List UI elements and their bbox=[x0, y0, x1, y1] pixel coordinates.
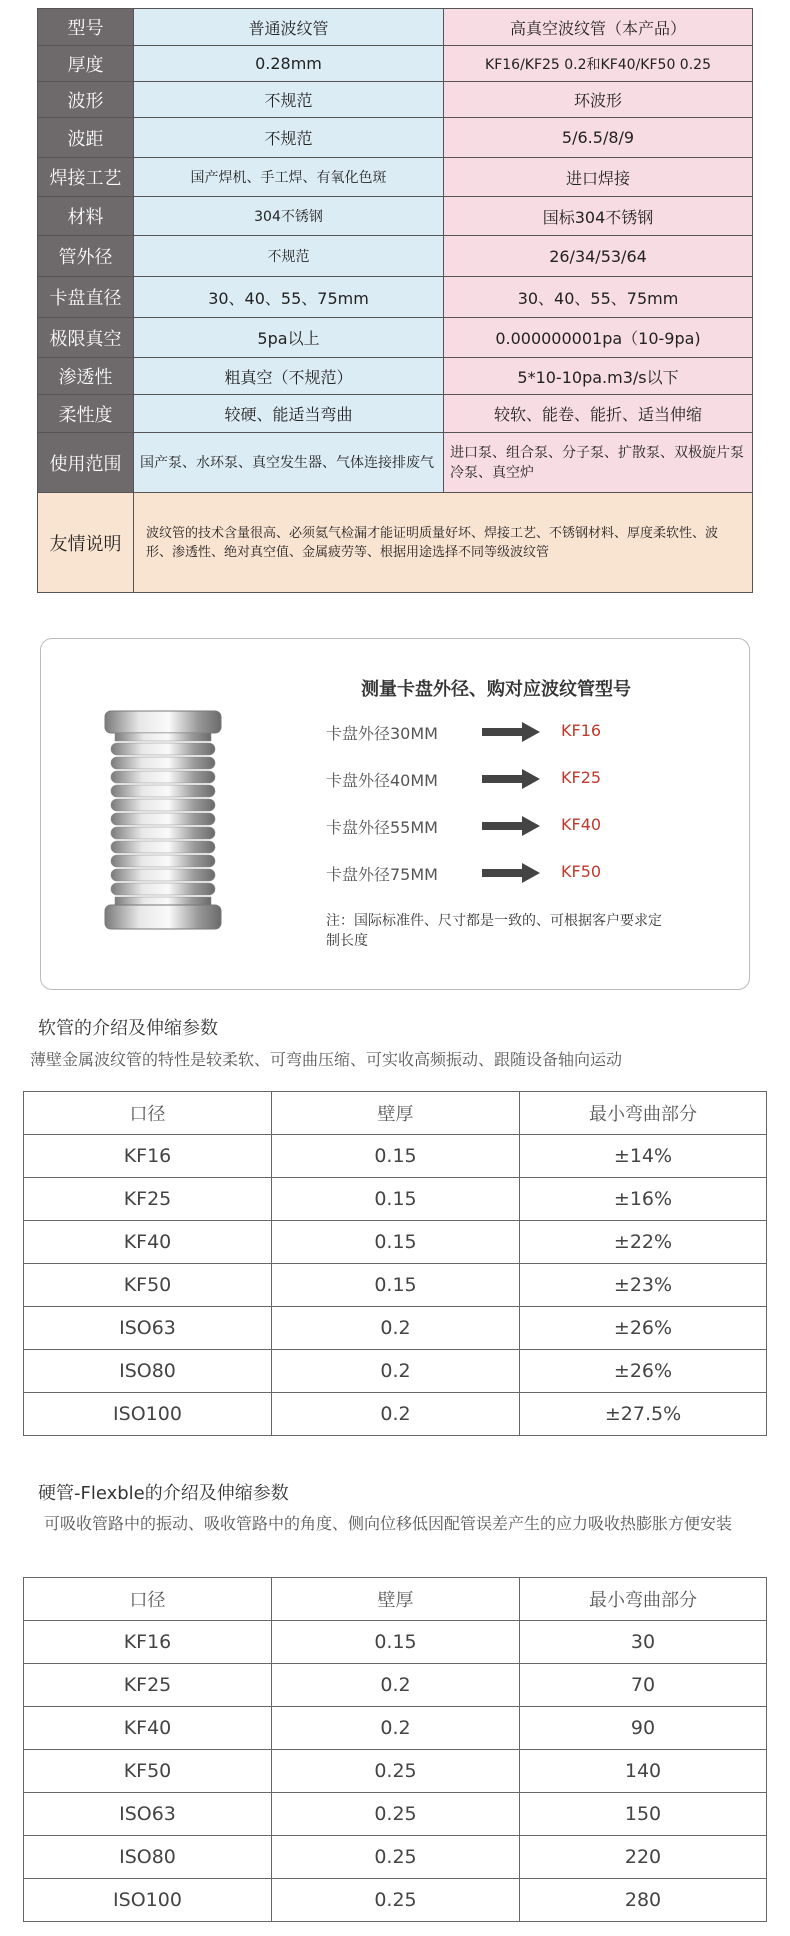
table-row bbox=[24, 1178, 767, 1221]
row-label: 型号 bbox=[38, 9, 134, 46]
card-title: 测量卡盘外径、购对应波纹管型号 bbox=[361, 679, 631, 700]
column-header-min-bend: 最小弯曲部分 bbox=[520, 1092, 767, 1135]
cell-min-bend: ±27.5% bbox=[520, 1393, 767, 1436]
flange-diameter-label: 卡盘外径30MM bbox=[326, 724, 438, 743]
column-header-thickness: 壁厚 bbox=[272, 1092, 520, 1135]
cell-min-bend: 280 bbox=[520, 1879, 767, 1922]
table-row bbox=[24, 1221, 767, 1264]
cell-diameter: KF25 bbox=[24, 1664, 272, 1707]
arrow-right-icon bbox=[482, 767, 540, 791]
cell-diameter: ISO63 bbox=[24, 1793, 272, 1836]
cell-thickness: 0.25 bbox=[272, 1879, 520, 1922]
flange-diameter-label: 卡盘外径55MM bbox=[326, 818, 438, 837]
cell-diameter: KF50 bbox=[24, 1264, 272, 1307]
cell-diameter: KF50 bbox=[24, 1750, 272, 1793]
comparison-row bbox=[38, 358, 753, 395]
table-row bbox=[24, 1750, 767, 1793]
standard-value: 不规范 bbox=[134, 236, 444, 277]
row-label: 极限真空 bbox=[38, 318, 134, 358]
cell-diameter: KF16 bbox=[24, 1621, 272, 1664]
standard-value: 国产泵、水环泵、真空发生器、气体连接排废气 bbox=[134, 433, 444, 493]
comparison-row bbox=[38, 318, 753, 358]
table-row bbox=[24, 1135, 767, 1178]
high-vacuum-value: 5/6.5/8/9 bbox=[444, 118, 753, 158]
comparison-row bbox=[38, 46, 753, 82]
comparison-table bbox=[37, 8, 753, 593]
arrow-right-icon bbox=[482, 720, 540, 744]
cell-thickness: 0.25 bbox=[272, 1793, 520, 1836]
hard-section-desc: 可吸收管路中的振动、吸收管路中的角度、侧向位移低因配管误差产生的应力吸收热膨胀方便安装 bbox=[44, 1514, 733, 1533]
high-vacuum-value: 26/34/53/64 bbox=[444, 236, 753, 277]
cell-thickness: 0.15 bbox=[272, 1264, 520, 1307]
comparison-row bbox=[38, 197, 753, 236]
cell-diameter: ISO100 bbox=[24, 1393, 272, 1436]
row-label: 卡盘直径 bbox=[38, 277, 134, 318]
standard-value: 粗真空（不规范） bbox=[134, 358, 444, 395]
cell-min-bend: ±14% bbox=[520, 1135, 767, 1178]
table-row bbox=[24, 1664, 767, 1707]
flange-mapping-row bbox=[326, 811, 666, 841]
flange-size-card bbox=[40, 638, 750, 990]
cell-min-bend: ±26% bbox=[520, 1350, 767, 1393]
column-header-standard: 普通波纹管 bbox=[134, 9, 444, 46]
cell-thickness: 0.15 bbox=[272, 1621, 520, 1664]
kf-model-code: KF40 bbox=[561, 815, 602, 834]
note-text: 波纹管的技术含量很高、必须氦气检漏才能证明质量好坏、焊接工艺、不锈钢材料、厚度柔软性、波形、渗透性、绝对真空值、金属疲劳等、根据用途选择不同等级波纹管 bbox=[134, 493, 753, 593]
cell-thickness: 0.2 bbox=[272, 1664, 520, 1707]
cell-thickness: 0.15 bbox=[272, 1221, 520, 1264]
high-vacuum-value: 0.000000001pa（10-9pa) bbox=[444, 318, 753, 358]
standard-value: 30、40、55、75mm bbox=[134, 277, 444, 318]
cell-thickness: 0.25 bbox=[272, 1836, 520, 1879]
arrow-right-icon bbox=[482, 814, 540, 838]
column-header-high-vacuum: 高真空波纹管（本产品） bbox=[444, 9, 753, 46]
row-label: 使用范围 bbox=[38, 433, 134, 493]
high-vacuum-value: 进口焊接 bbox=[444, 158, 753, 197]
cell-min-bend: 30 bbox=[520, 1621, 767, 1664]
standard-value: 不规范 bbox=[134, 118, 444, 158]
table-row bbox=[24, 1307, 767, 1350]
column-header-min-bend: 最小弯曲部分 bbox=[520, 1578, 767, 1621]
cell-diameter: ISO100 bbox=[24, 1879, 272, 1922]
flange-diameter-label: 卡盘外径75MM bbox=[326, 865, 438, 884]
standard-value: 不规范 bbox=[134, 82, 444, 118]
column-header-diameter: 口径 bbox=[24, 1092, 272, 1135]
cell-min-bend: ±22% bbox=[520, 1221, 767, 1264]
comparison-row bbox=[38, 433, 753, 493]
table-header-row bbox=[24, 1578, 767, 1621]
high-vacuum-value: 30、40、55、75mm bbox=[444, 277, 753, 318]
standard-value: 0.28mm bbox=[134, 46, 444, 82]
soft-section-desc: 薄壁金属波纹管的特性是较柔软、可弯曲压缩、可实收高频振动、跟随设备轴向运动 bbox=[30, 1050, 623, 1069]
row-label: 材料 bbox=[38, 197, 134, 236]
row-label: 管外径 bbox=[38, 236, 134, 277]
kf-model-code: KF25 bbox=[561, 768, 602, 787]
cell-min-bend: 140 bbox=[520, 1750, 767, 1793]
comparison-row bbox=[38, 277, 753, 318]
cell-diameter: KF40 bbox=[24, 1221, 272, 1264]
comparison-row bbox=[38, 395, 753, 433]
high-vacuum-value: 较软、能卷、能折、适当伸缩 bbox=[444, 395, 753, 433]
hard-section-title: 硬管-Flexble的介绍及伸缩参数 bbox=[38, 1483, 289, 1504]
cell-thickness: 0.2 bbox=[272, 1307, 520, 1350]
high-vacuum-value: 环波形 bbox=[444, 82, 753, 118]
table-row bbox=[24, 1264, 767, 1307]
row-label: 柔性度 bbox=[38, 395, 134, 433]
cell-min-bend: 150 bbox=[520, 1793, 767, 1836]
cell-diameter: ISO63 bbox=[24, 1307, 272, 1350]
high-vacuum-value: 5*10-10pa.m3/s以下 bbox=[444, 358, 753, 395]
cell-diameter: KF16 bbox=[24, 1135, 272, 1178]
note-label: 友情说明 bbox=[38, 493, 134, 593]
cell-min-bend: ±23% bbox=[520, 1264, 767, 1307]
row-label: 渗透性 bbox=[38, 358, 134, 395]
soft-section-title: 软管的介绍及伸缩参数 bbox=[38, 1018, 218, 1039]
row-label: 波距 bbox=[38, 118, 134, 158]
comparison-row bbox=[38, 82, 753, 118]
row-label: 波形 bbox=[38, 82, 134, 118]
cell-diameter: KF40 bbox=[24, 1707, 272, 1750]
flange-diameter-label: 卡盘外径40MM bbox=[326, 771, 438, 790]
bellows-pipe-image bbox=[99, 705, 227, 939]
comparison-row bbox=[38, 236, 753, 277]
high-vacuum-value: KF16/KF25 0.2和KF40/KF50 0.25 bbox=[444, 46, 753, 82]
comparison-row bbox=[38, 158, 753, 197]
table-row bbox=[24, 1393, 767, 1436]
comparison-row bbox=[38, 118, 753, 158]
high-vacuum-value: 进口泵、组合泵、分子泵、扩散泵、双极旋片泵冷泵、真空炉 bbox=[444, 433, 753, 493]
table-row bbox=[24, 1836, 767, 1879]
cell-min-bend: 90 bbox=[520, 1707, 767, 1750]
arrow-right-icon bbox=[482, 861, 540, 885]
standard-value: 国产焊机、手工焊、有氧化色斑 bbox=[134, 158, 444, 197]
comparison-note-row bbox=[38, 493, 753, 593]
cell-min-bend: ±26% bbox=[520, 1307, 767, 1350]
cell-diameter: ISO80 bbox=[24, 1836, 272, 1879]
card-note: 注：国际标准件、尺寸都是一致的、可根据客户要求定制长度 bbox=[326, 913, 662, 949]
standard-value: 304不锈钢 bbox=[134, 197, 444, 236]
cell-thickness: 0.2 bbox=[272, 1707, 520, 1750]
table-row bbox=[24, 1707, 767, 1750]
cell-min-bend: 220 bbox=[520, 1836, 767, 1879]
table-row bbox=[24, 1621, 767, 1664]
flange-mapping-row bbox=[326, 858, 666, 888]
cell-thickness: 0.2 bbox=[272, 1393, 520, 1436]
comparison-header-row bbox=[38, 9, 753, 46]
kf-model-code: KF16 bbox=[561, 721, 602, 740]
cell-min-bend: 70 bbox=[520, 1664, 767, 1707]
column-header-thickness: 壁厚 bbox=[272, 1578, 520, 1621]
column-header-diameter: 口径 bbox=[24, 1578, 272, 1621]
table-row bbox=[24, 1350, 767, 1393]
cell-thickness: 0.15 bbox=[272, 1135, 520, 1178]
cell-min-bend: ±16% bbox=[520, 1178, 767, 1221]
cell-diameter: KF25 bbox=[24, 1178, 272, 1221]
row-label: 焊接工艺 bbox=[38, 158, 134, 197]
cell-thickness: 0.15 bbox=[272, 1178, 520, 1221]
table-row bbox=[24, 1793, 767, 1836]
cell-thickness: 0.25 bbox=[272, 1750, 520, 1793]
flange-mapping-row bbox=[326, 764, 666, 794]
row-label: 厚度 bbox=[38, 46, 134, 82]
table-row bbox=[24, 1879, 767, 1922]
hard-hose-table bbox=[23, 1577, 767, 1922]
standard-value: 较硬、能适当弯曲 bbox=[134, 395, 444, 433]
soft-hose-table bbox=[23, 1091, 767, 1436]
high-vacuum-value: 国标304不锈钢 bbox=[444, 197, 753, 236]
cell-diameter: ISO80 bbox=[24, 1350, 272, 1393]
cell-thickness: 0.2 bbox=[272, 1350, 520, 1393]
table-header-row bbox=[24, 1092, 767, 1135]
flange-mapping-row bbox=[326, 717, 666, 747]
kf-model-code: KF50 bbox=[561, 862, 602, 881]
standard-value: 5pa以上 bbox=[134, 318, 444, 358]
